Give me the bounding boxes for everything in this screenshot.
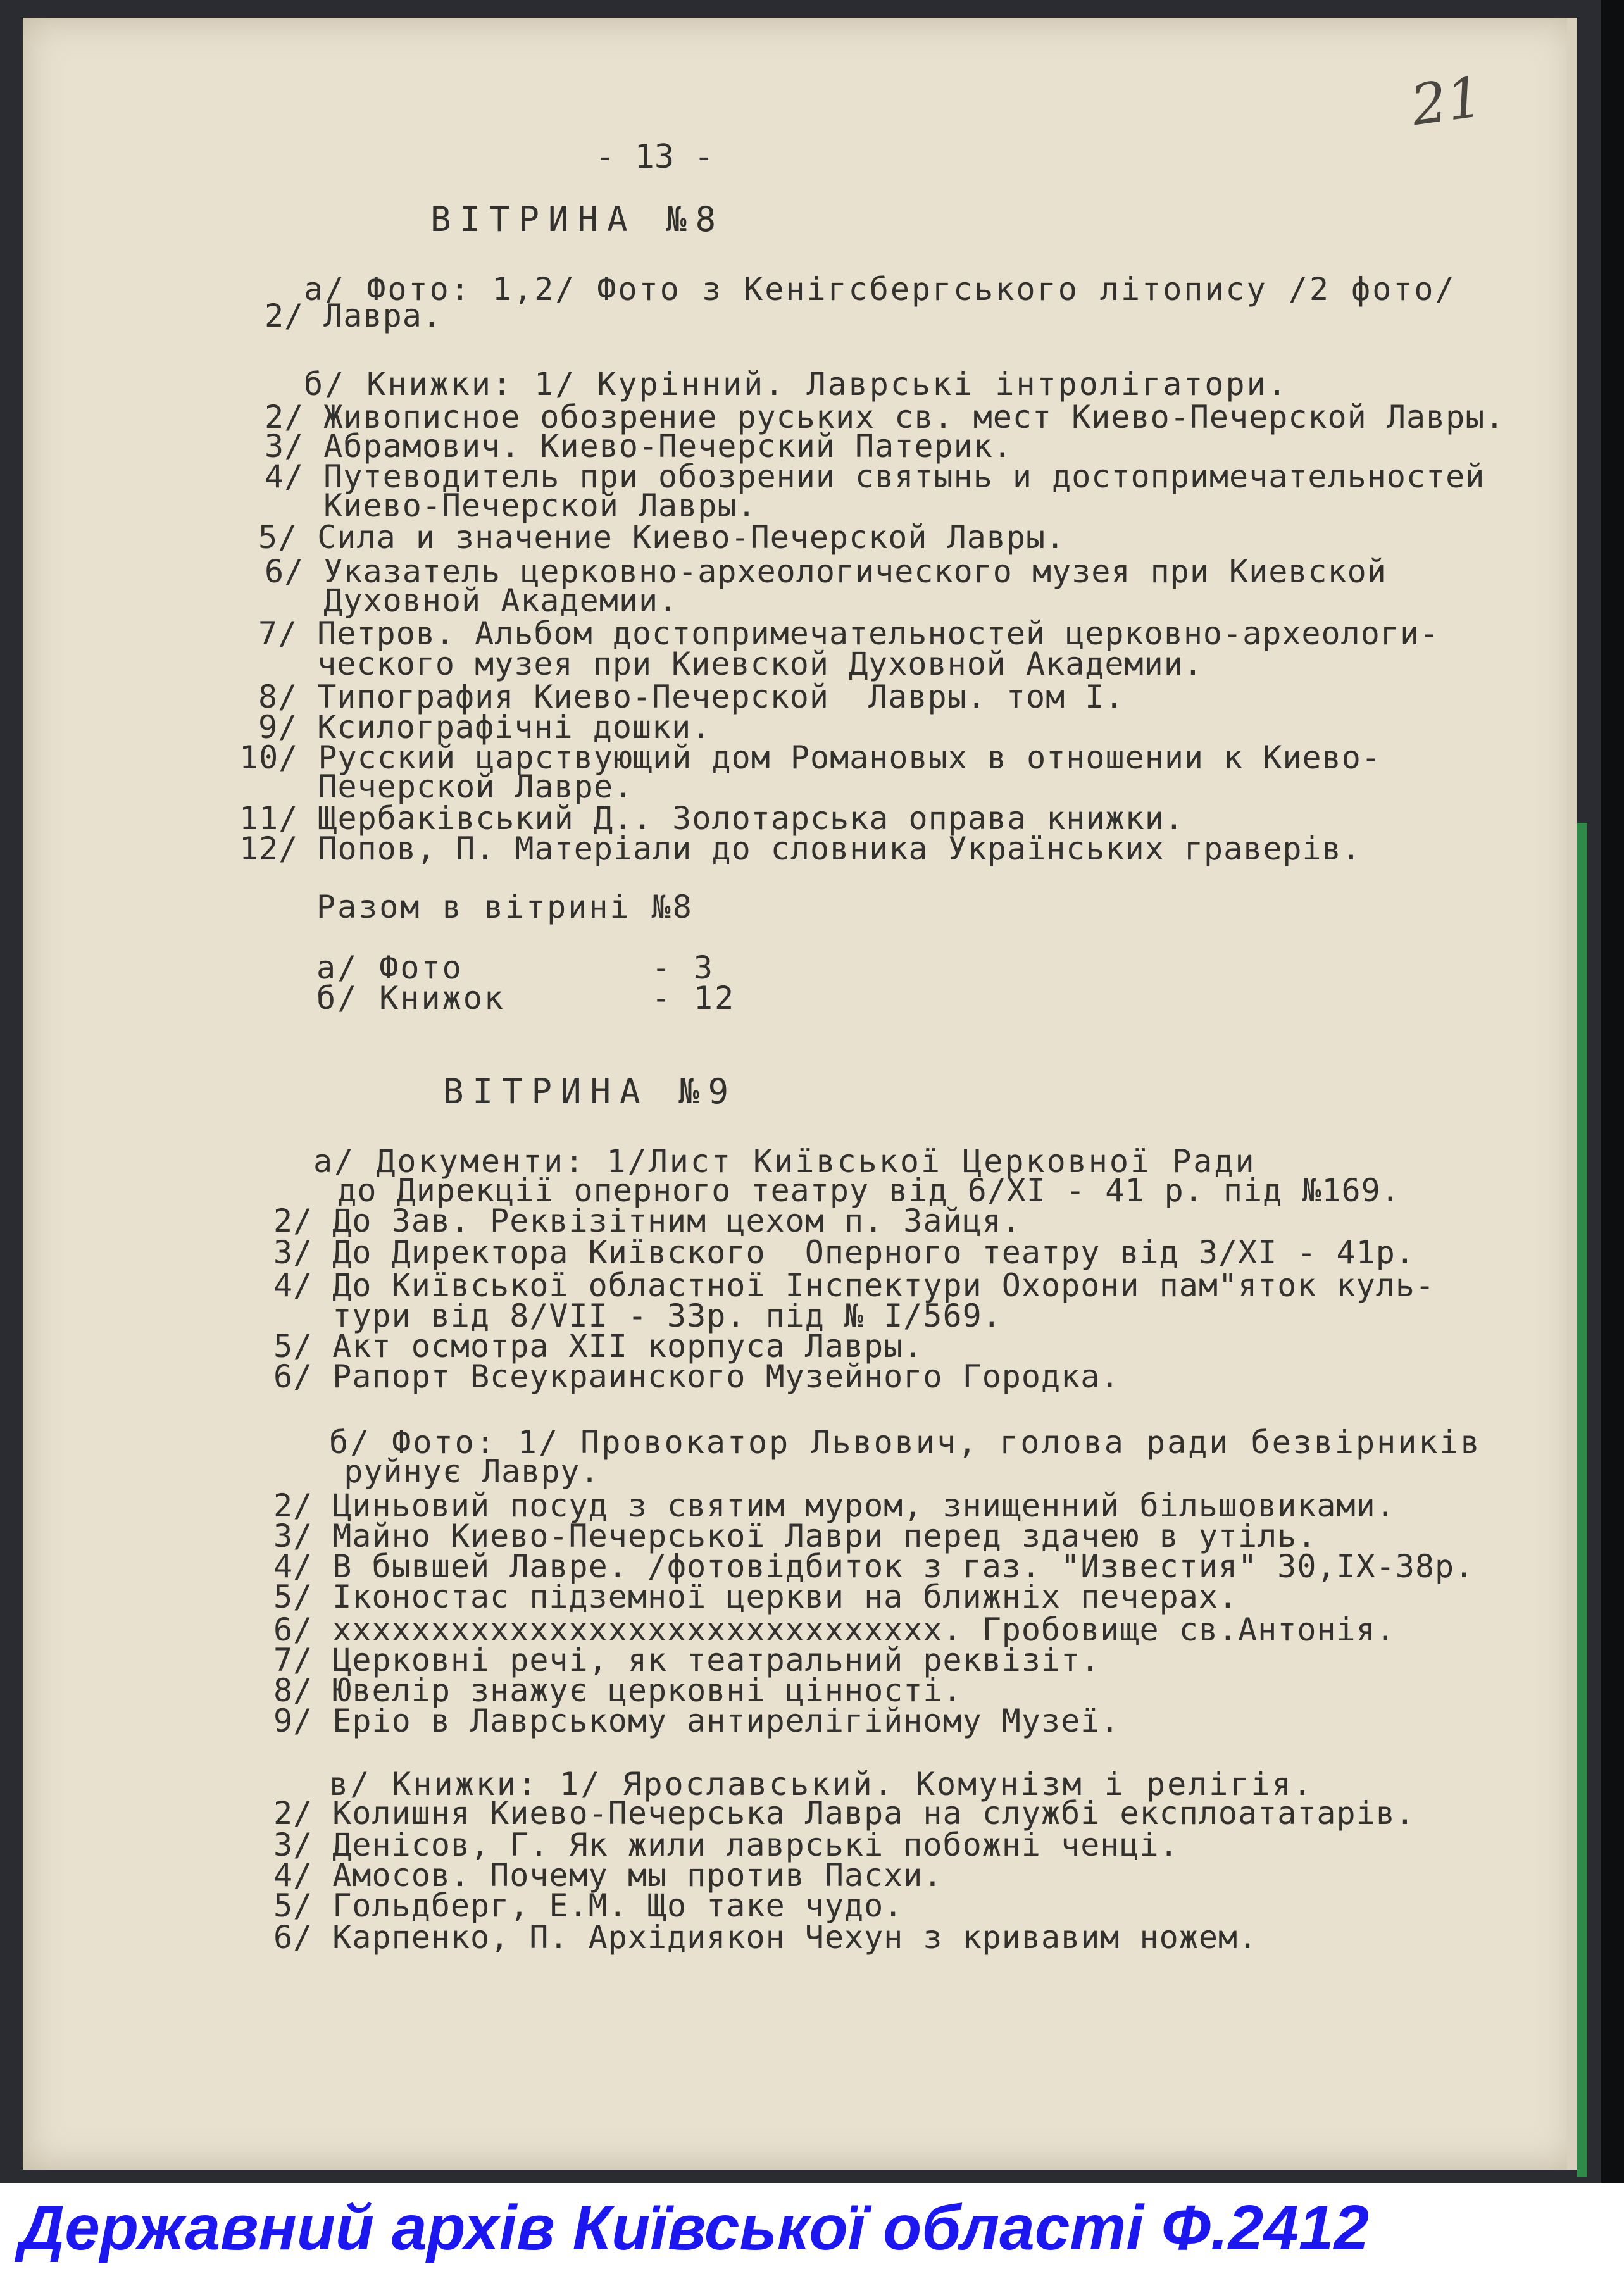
vitrina-8-line: 9/ Ксилографічні дошки. — [258, 709, 711, 746]
vitrina-9-line: 9/ Еріо в Лаврському антирелігійному Музеї. — [273, 1702, 1120, 1739]
vitrina-8-line: а/ Фото: 1,2/ Фото з Кенігсбергського літопису /2 фото/ — [304, 271, 1456, 308]
vitrina-8-title: ВІТРИНА №8 — [430, 199, 725, 239]
page-number: - 13 - — [595, 138, 714, 176]
archive-folio-number: 21 — [1407, 63, 1487, 139]
vitrina-8-line: 11/ Щербаківський Д.. Золотарська оправа книжки. — [239, 800, 1184, 837]
vitrina-8-line: 7/ Петров. Альбом достопримечательностей церковно-археологи- — [258, 615, 1440, 652]
vitrina-8-line: б/ Книжки: 1/ Курінний. Лаврські інтролігатори. — [304, 366, 1289, 403]
vitrina-8-line: Печерской Лавре. — [239, 768, 634, 805]
vitrina-8-total-label: Разом в вітрині №8 — [316, 889, 694, 925]
vitrina-9-title: ВІТРИНА №9 — [443, 1071, 738, 1111]
vitrina-8-line: Киево-Печерской Лавры. — [265, 487, 757, 524]
scan-edge-strip — [1577, 823, 1587, 2177]
vitrina-9-line: 4/ В бывшей Лавре. /фотовідбиток з газ. "Известия" 30,IX-38р. — [273, 1548, 1475, 1585]
vitrina-8-line: 6/ Указатель церковно-археологического музея при Киевской — [265, 553, 1387, 590]
vitrina-9-line: 6/ Карпенко, П. Архідиякон Чехун з кривавим ножем. — [273, 1919, 1258, 1956]
scan-frame-right — [1601, 0, 1624, 2274]
sheet-edge — [1567, 18, 1577, 2170]
vitrina-9-line: в/ Книжки: 1/ Ярославський. Комунізм і релігія. — [329, 1766, 1314, 1802]
vitrina-9-line: 5/ Акт осмотра XII корпуса Лавры. — [273, 1328, 923, 1365]
vitrina-8-line: 5/ Сила и значение Киево-Печерской Лавры. — [258, 519, 1066, 556]
vitrina-9-line: 5/ Гольдберг, Е.М. Що таке чудо. — [273, 1887, 904, 1924]
vitrina-9-line: 7/ Церковні речі, як театральний реквізіт. — [273, 1642, 1101, 1678]
vitrina-8-line: 12/ Попов, П. Матеріали до словника Українських граверів. — [239, 830, 1361, 867]
archive-caption: Державний архів Київської області Ф.2412 — [19, 2192, 1370, 2263]
vitrina-8-line: 2/ Лавра. — [265, 297, 442, 334]
vitrina-9-line: тури від 8/VII - 33р. під № I/569. — [273, 1297, 1002, 1334]
vitrina-9-line: б/ Фото: 1/ Провокатор Львович, голова ради безвірників — [329, 1424, 1482, 1461]
vitrina-9-line: 2/ Колишня Киево-Печерська Лавра на службі експлоататарів. — [273, 1795, 1415, 1832]
vitrina-9-line: руйнує Лавру. — [285, 1453, 600, 1490]
vitrina-9-line: а/ Документи: 1/Лист Київської Церковної Ради — [313, 1143, 1256, 1180]
vitrina-8-line: 4/ Путеводитель при обозрении святынь и достопримечательностей — [265, 458, 1485, 495]
vitrina-8-line: Духовной Академии. — [265, 582, 678, 619]
vitrina-8-line: 8/ Типография Киево-Печерской Лавры. том I. — [258, 678, 1125, 715]
vitrina-8-line: 2/ Живописное обозрение руських св. мест Киево-Печерской Лавры. — [265, 399, 1505, 435]
vitrina-9-line: 2/ До Зав. Реквізітним цехом п. Зайця. — [273, 1203, 1021, 1239]
vitrina-9-line: 3/ Майно Киево-Печерської Лаври перед здачею в утіль. — [273, 1518, 1317, 1554]
vitrina-9-line: 3/ Денісов, Г. Як жили лаврські побожні ченці. — [273, 1827, 1179, 1863]
vitrina-9-line: 8/ Ювелір знажує церковні цінності. — [273, 1672, 963, 1709]
vitrina-8-total-photo: а/ Фото - 3 — [316, 949, 715, 986]
vitrina-9-line: 2/ Циньовий посуд з святим муром, знищенний більшовиками. — [273, 1487, 1396, 1524]
vitrina-8-line: 10/ Русский царствующий дом Романовых в отношении к Киево- — [239, 739, 1381, 776]
vitrina-9-line: 5/ Іконостас підземної церкви на ближніх печерах. — [273, 1578, 1239, 1615]
vitrina-8-total-books: б/ Книжок - 12 — [316, 980, 736, 1016]
vitrina-9-line: 6/ Рапорт Всеукраинского Музейного Городка. — [273, 1358, 1120, 1395]
vitrina-9-line: до Дирекції оперного театру від 6/XI - 41 р. під №169. — [278, 1172, 1401, 1209]
vitrina-9-line: 4/ До Київської областної Інспектури Охорони пам"яток куль- — [273, 1267, 1435, 1304]
vitrina-9-line: 4/ Амосов. Почему мы против Пасхи. — [273, 1857, 943, 1894]
vitrina-8-line: 3/ Абрамович. Киево-Печерский Патерик. — [265, 428, 1013, 465]
vitrina-9-line: 3/ До Директора Київского Оперного театру від 3/XI - 41р. — [273, 1234, 1415, 1271]
vitrina-9-line: 6/ ххххххххххххххххххххххххххххххх. Гробовище св.Антонія. — [273, 1611, 1396, 1648]
vitrina-8-line: ческого музея при Киевской Духовной Академии. — [258, 646, 1203, 682]
